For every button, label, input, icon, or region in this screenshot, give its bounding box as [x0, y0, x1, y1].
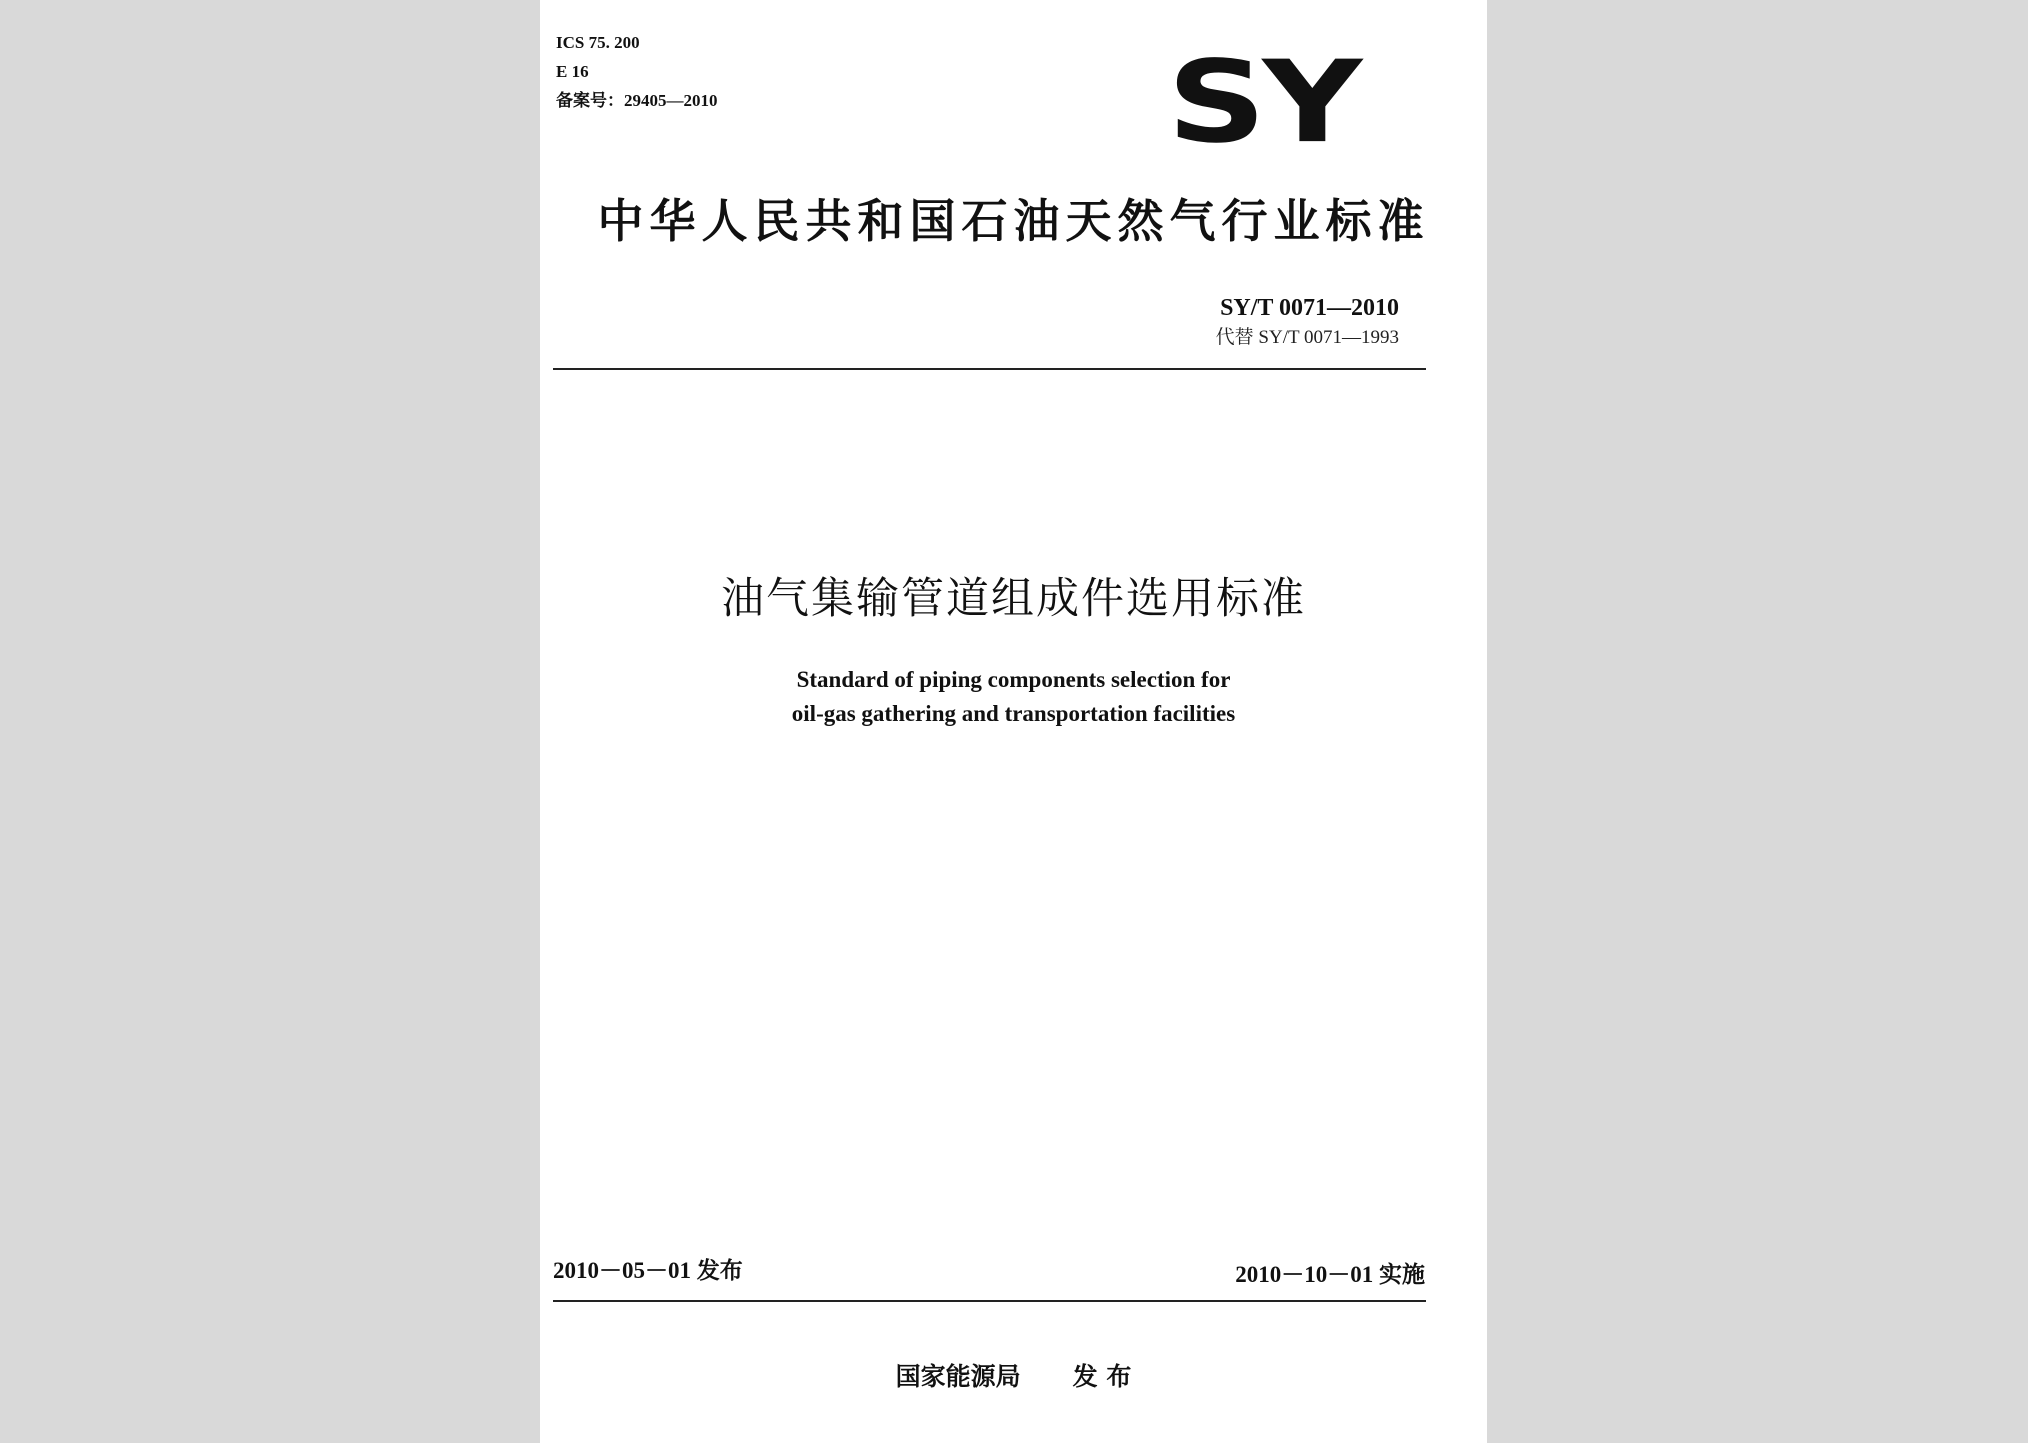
document-title-chinese: 油气集输管道组成件选用标准	[721, 574, 1306, 624]
effective-date: 2010－10－01 实施	[1235, 1262, 1425, 1287]
record-number: 备案号：29405—2010	[556, 91, 718, 110]
english-title-line-2: oil-gas gathering and transportation facilities	[791, 701, 1236, 726]
document-title-english	[540, 663, 1487, 731]
class-code: E 16	[556, 62, 589, 81]
standard-number: SY/T 0071—2010	[1220, 295, 1399, 321]
english-title-line-1: Standard of piping components selection for	[796, 667, 1231, 692]
classification-block	[556, 28, 718, 115]
publisher-line	[540, 1357, 1487, 1393]
publisher-name: 国家能源局	[895, 1362, 1021, 1391]
issue-date: 2010－05－01 发布	[553, 1258, 743, 1283]
standard-category-title: 中华人民共和国石油天然气行业标准	[597, 194, 1430, 248]
header-divider	[553, 368, 1426, 370]
sy-logo: SY	[1167, 36, 1359, 169]
ics-code: ICS 75. 200	[556, 33, 640, 52]
standard-code-block	[1216, 292, 1399, 352]
replaces-standard: 代替 SY/T 0071—1993	[1215, 327, 1399, 348]
document-page	[540, 0, 1487, 1443]
publisher-action: 发 布	[1072, 1362, 1132, 1391]
footer-divider	[553, 1300, 1426, 1302]
